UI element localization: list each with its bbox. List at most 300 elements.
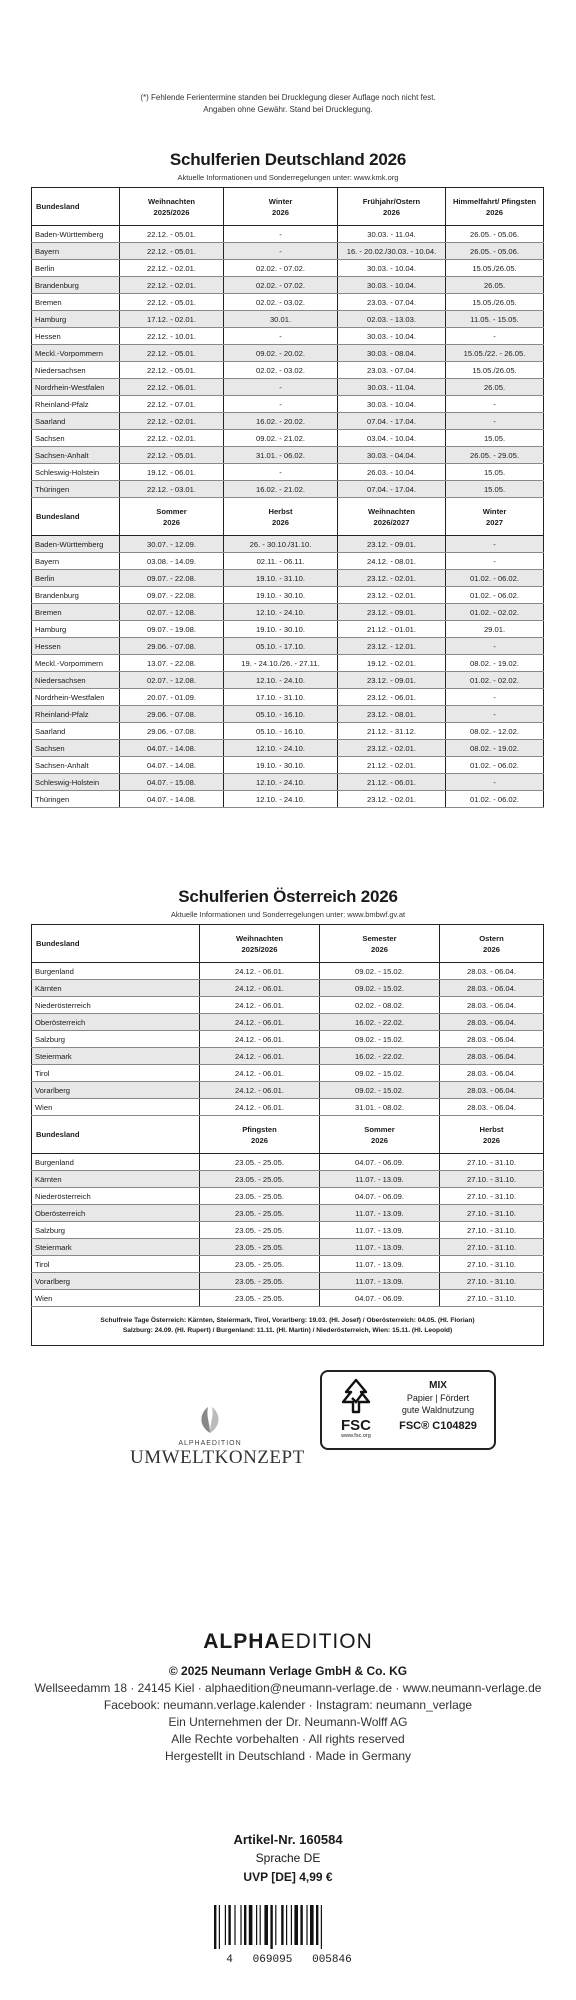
- column-header: Bundesland: [32, 498, 120, 536]
- state-name: Sachsen: [32, 430, 120, 447]
- holiday-dates: 23.12. - 09.01.: [338, 604, 446, 621]
- holiday-dates: 26. - 30.10./31.10.: [224, 536, 338, 553]
- holiday-dates: 02.07. - 12.08.: [120, 672, 224, 689]
- de-header-row-1: [32, 188, 544, 226]
- holiday-dates: 27.10. - 31.10.: [440, 1205, 544, 1222]
- holiday-dates: 12.10. - 24.10.: [224, 604, 338, 621]
- state-name: Schleswig-Holstein: [32, 774, 120, 791]
- table-row: [32, 604, 544, 621]
- holiday-dates: -: [224, 379, 338, 396]
- holiday-dates: 16. - 20.02./30.03. - 10.04.: [338, 243, 446, 260]
- holiday-dates: 02.02. - 03.02.: [224, 362, 338, 379]
- holiday-dates: 23.12. - 02.01.: [338, 587, 446, 604]
- holiday-dates: 27.10. - 31.10.: [440, 1222, 544, 1239]
- at-header-row-2: [32, 1116, 544, 1154]
- holiday-dates: 23.05. - 25.05.: [200, 1205, 320, 1222]
- barcode-bar: [281, 1905, 283, 1945]
- article-language: Sprache DE: [255, 1851, 321, 1865]
- state-name: Meckl.-Vorpommern: [32, 345, 120, 362]
- holiday-dates: 09.07. - 22.08.: [120, 587, 224, 604]
- copyright: © 2025 Neumann Verlage GmbH & Co. KG: [168, 1664, 408, 1678]
- barcode-bar: [249, 1905, 253, 1945]
- holiday-dates: 22.12. - 02.01.: [120, 413, 224, 430]
- state-name: Wien: [32, 1099, 200, 1116]
- holiday-dates: 22.12. - 05.01.: [120, 345, 224, 362]
- table-row: [32, 1239, 544, 1256]
- imprint: [0, 1663, 576, 1765]
- state-name: Thüringen: [32, 791, 120, 808]
- holiday-dates: 22.12. - 07.01.: [120, 396, 224, 413]
- de-header-row-2: [32, 498, 544, 536]
- holiday-dates: 17.12. - 02.01.: [120, 311, 224, 328]
- holiday-dates: 24.12. - 06.01.: [200, 1099, 320, 1116]
- barcode-bar: [270, 1905, 272, 1949]
- table-row: [32, 1014, 544, 1031]
- holiday-dates: 12.10. - 24.10.: [224, 740, 338, 757]
- state-name: Niederösterreich: [32, 1188, 200, 1205]
- holiday-dates: -: [446, 638, 544, 655]
- table-row: [32, 362, 544, 379]
- holiday-dates: 11.07. - 13.09.: [320, 1239, 440, 1256]
- holiday-dates: 23.12. - 09.01.: [338, 672, 446, 689]
- table-row: [32, 226, 544, 243]
- holiday-dates: 09.02. - 15.02.: [320, 1031, 440, 1048]
- holiday-dates: 12.10. - 24.10.: [224, 672, 338, 689]
- state-name: Oberösterreich: [32, 1205, 200, 1222]
- holiday-dates: 09.07. - 22.08.: [120, 570, 224, 587]
- state-name: Baden-Württemberg: [32, 226, 120, 243]
- holiday-dates: 23.05. - 25.05.: [200, 1256, 320, 1273]
- holiday-dates: 22.12. - 05.01.: [120, 294, 224, 311]
- holiday-dates: 28.03. - 06.04.: [440, 1031, 544, 1048]
- at-footnote: [32, 1307, 544, 1346]
- holiday-dates: 23.12. - 12.01.: [338, 638, 446, 655]
- fsc-url: www.fsc.org: [341, 1433, 371, 1439]
- imprint-company: Ein Unternehmen der Dr. Neumann-Wolff AG: [168, 1715, 408, 1729]
- holiday-dates: 11.05. - 15.05.: [446, 311, 544, 328]
- at-holiday-table: [31, 924, 544, 1346]
- holiday-dates: 22.12. - 02.01.: [120, 277, 224, 294]
- holiday-dates: 11.07. - 13.09.: [320, 1222, 440, 1239]
- holiday-dates: 02.07. - 12.08.: [120, 604, 224, 621]
- holiday-dates: -: [446, 536, 544, 553]
- barcode-bar: [219, 1905, 220, 1949]
- holiday-dates: 11.07. - 13.09.: [320, 1205, 440, 1222]
- barcode-bar: [234, 1905, 235, 1945]
- imprint-rights: Alle Rechte vorbehalten · All rights reserved: [171, 1732, 405, 1746]
- holiday-dates: 12.10. - 24.10.: [224, 791, 338, 808]
- holiday-dates: 21.12. - 31.12.: [338, 723, 446, 740]
- table-row: [32, 413, 544, 430]
- state-name: Berlin: [32, 570, 120, 587]
- table-row: [32, 328, 544, 345]
- holiday-dates: 15.05./26.05.: [446, 362, 544, 379]
- holiday-dates: 31.01. - 06.02.: [224, 447, 338, 464]
- holiday-dates: 23.05. - 25.05.: [200, 1188, 320, 1205]
- table-row: [32, 1082, 544, 1099]
- holiday-dates: 02.02. - 03.02.: [224, 294, 338, 311]
- table-row: [32, 430, 544, 447]
- holiday-dates: 27.10. - 31.10.: [440, 1273, 544, 1290]
- holiday-dates: 08.02. - 12.02.: [446, 723, 544, 740]
- table-row: [32, 655, 544, 672]
- table-row: [32, 464, 544, 481]
- brand-bold: ALPHA: [203, 1630, 281, 1653]
- state-name: Burgenland: [32, 963, 200, 980]
- state-name: Salzburg: [32, 1222, 200, 1239]
- column-header: Bundesland: [32, 188, 120, 226]
- holiday-dates: 23.12. - 08.01.: [338, 706, 446, 723]
- holiday-dates: 04.07. - 06.09.: [320, 1154, 440, 1171]
- holiday-dates: 22.12. - 06.01.: [120, 379, 224, 396]
- column-header: Herbst 2026: [224, 498, 338, 536]
- holiday-dates: 02.11. - 06.11.: [224, 553, 338, 570]
- column-header: Bundesland: [32, 925, 200, 963]
- holiday-dates: 26.05.: [446, 379, 544, 396]
- holiday-dates: 16.02. - 22.02.: [320, 1014, 440, 1031]
- holiday-dates: 28.03. - 06.04.: [440, 997, 544, 1014]
- barcode-bar: [244, 1905, 246, 1945]
- holiday-dates: 28.03. - 06.04.: [440, 980, 544, 997]
- state-name: Tirol: [32, 1256, 200, 1273]
- barcode-bar: [214, 1905, 216, 1949]
- state-name: Bayern: [32, 243, 120, 260]
- state-name: Berlin: [32, 260, 120, 277]
- state-name: Niedersachsen: [32, 362, 120, 379]
- holiday-dates: 22.12. - 10.01.: [120, 328, 224, 345]
- column-header: Sommer 2026: [320, 1116, 440, 1154]
- holiday-dates: 01.02. - 06.02.: [446, 757, 544, 774]
- barcode-bar: [275, 1905, 276, 1945]
- table-row: [32, 774, 544, 791]
- umweltkonzept-logo: [130, 1405, 305, 1469]
- holiday-dates: 27.10. - 31.10.: [440, 1154, 544, 1171]
- holiday-dates: 09.02. - 15.02.: [320, 980, 440, 997]
- holiday-dates: 28.03. - 06.04.: [440, 1082, 544, 1099]
- barcode-bar: [256, 1905, 257, 1945]
- barcode: [212, 1905, 366, 1966]
- holiday-dates: 24.12. - 06.01.: [200, 1065, 320, 1082]
- state-name: Sachsen: [32, 740, 120, 757]
- table-row: [32, 963, 544, 980]
- holiday-dates: 30.03. - 10.04.: [338, 328, 446, 345]
- holiday-dates: 07.04. - 17.04.: [338, 413, 446, 430]
- holiday-dates: 19.10. - 30.10.: [224, 587, 338, 604]
- holiday-dates: 31.01. - 08.02.: [320, 1099, 440, 1116]
- holiday-dates: 21.12. - 06.01.: [338, 774, 446, 791]
- holiday-dates: 21.12. - 02.01.: [338, 757, 446, 774]
- holiday-dates: 21.12. - 01.01.: [338, 621, 446, 638]
- table-row: [32, 621, 544, 638]
- holiday-dates: 15.05.: [446, 430, 544, 447]
- holiday-dates: -: [446, 689, 544, 706]
- holiday-dates: 23.12. - 06.01.: [338, 689, 446, 706]
- state-name: Schleswig-Holstein: [32, 464, 120, 481]
- barcode-bar: [228, 1905, 230, 1945]
- fsc-label: [320, 1370, 496, 1450]
- holiday-dates: 24.12. - 06.01.: [200, 1014, 320, 1031]
- column-header: Sommer 2026: [120, 498, 224, 536]
- state-name: Burgenland: [32, 1154, 200, 1171]
- holiday-dates: 12.10. - 24.10.: [224, 774, 338, 791]
- holiday-dates: 27.10. - 31.10.: [440, 1239, 544, 1256]
- at-header-row-1: [32, 925, 544, 963]
- holiday-dates: 30.03. - 10.04.: [338, 396, 446, 413]
- holiday-dates: 27.10. - 31.10.: [440, 1171, 544, 1188]
- state-name: Nordrhein-Westfalen: [32, 689, 120, 706]
- state-name: Oberösterreich: [32, 1014, 200, 1031]
- holiday-dates: 04.07. - 14.08.: [120, 757, 224, 774]
- table-row: [32, 672, 544, 689]
- column-header: Himmelfahrt/ Pfingsten 2026: [446, 188, 544, 226]
- at-footnote-line-1: Schulfreie Tage Österreich: Kärnten, Steiermark, Tirol, Vorarlberg: 19.03. (Hl. Josef) / Oberösterreich: 04.05. (Hl. Florian): [100, 1317, 475, 1324]
- holiday-dates: 02.03. - 13.03.: [338, 311, 446, 328]
- fsc-logo-text: FSC: [341, 1417, 371, 1434]
- column-header: Weihnachten 2025/2026: [120, 188, 224, 226]
- holiday-dates: 07.04. - 17.04.: [338, 481, 446, 498]
- holiday-dates: 01.02. - 06.02.: [446, 791, 544, 808]
- holiday-dates: 19.10. - 31.10.: [224, 570, 338, 587]
- holiday-dates: 29.06. - 07.08.: [120, 723, 224, 740]
- holiday-dates: 22.12. - 02.01.: [120, 260, 224, 277]
- state-name: Sachsen-Anhalt: [32, 447, 120, 464]
- holiday-dates: 29.06. - 07.08.: [120, 638, 224, 655]
- holiday-dates: 09.02. - 15.02.: [320, 1082, 440, 1099]
- column-header: Weihnachten 2026/2027: [338, 498, 446, 536]
- barcode-bar: [264, 1905, 268, 1945]
- holiday-dates: -: [446, 396, 544, 413]
- holiday-dates: 04.07. - 06.09.: [320, 1290, 440, 1307]
- holiday-dates: -: [446, 413, 544, 430]
- de-subtitle: Aktuelle Informationen und Sonderregelungen unter: www.kmk.org: [177, 173, 399, 182]
- table-row: [32, 997, 544, 1014]
- barcode-bar: [225, 1905, 226, 1945]
- imprint-social: Facebook: neumann.verlage.kalender · Instagram: neumann_verlage: [103, 1698, 473, 1712]
- table-row: [32, 740, 544, 757]
- fsc-line-2: gute Waldnutzung: [401, 1405, 475, 1415]
- table-row: [32, 447, 544, 464]
- holiday-dates: 24.12. - 06.01.: [200, 1048, 320, 1065]
- state-name: Brandenburg: [32, 277, 120, 294]
- table-row: [32, 311, 544, 328]
- holiday-dates: 23.03. - 07.04.: [338, 362, 446, 379]
- state-name: Meckl.-Vorpommern: [32, 655, 120, 672]
- barcode-digits: 4 069095 005846: [226, 1954, 352, 1966]
- barcode-bar: [240, 1905, 241, 1945]
- holiday-dates: 05.10. - 16.10.: [224, 706, 338, 723]
- holiday-dates: 26.03. - 10.04.: [338, 464, 446, 481]
- holiday-dates: 23.12. - 02.01.: [338, 791, 446, 808]
- holiday-dates: -: [224, 328, 338, 345]
- table-row: [32, 536, 544, 553]
- table-row: [32, 791, 544, 808]
- holiday-dates: 26.05. - 05.06.: [446, 226, 544, 243]
- table-row: [32, 689, 544, 706]
- fsc-tree-icon: [336, 1378, 376, 1414]
- table-row: [32, 260, 544, 277]
- holiday-dates: 03.04. - 10.04.: [338, 430, 446, 447]
- state-name: Niedersachsen: [32, 672, 120, 689]
- holiday-dates: 24.12. - 08.01.: [338, 553, 446, 570]
- holiday-dates: 01.02. - 02.02.: [446, 672, 544, 689]
- imprint-address: Wellseedamm 18 · 24145 Kiel · alphaedition@neumann-verlage.de · www.neumann-verlage.de: [34, 1681, 542, 1695]
- state-name: Tirol: [32, 1065, 200, 1082]
- holiday-dates: 23.05. - 25.05.: [200, 1171, 320, 1188]
- de-title: Schulferien Deutschland 2026: [169, 150, 407, 169]
- state-name: Bremen: [32, 604, 120, 621]
- at-subtitle: Aktuelle Informationen und Sonderregelungen unter: www.bmbwf.gv.at: [170, 910, 406, 919]
- article-number: Artikel-Nr. 160584: [233, 1832, 343, 1847]
- state-name: Vorarlberg: [32, 1273, 200, 1290]
- holiday-dates: 23.05. - 25.05.: [200, 1290, 320, 1307]
- holiday-dates: 19.12. - 06.01.: [120, 464, 224, 481]
- table-row: [32, 379, 544, 396]
- holiday-dates: 23.05. - 25.05.: [200, 1222, 320, 1239]
- holiday-dates: -: [224, 226, 338, 243]
- state-name: Hamburg: [32, 621, 120, 638]
- holiday-dates: 23.12. - 02.01.: [338, 570, 446, 587]
- holiday-dates: 28.03. - 06.04.: [440, 1014, 544, 1031]
- holiday-dates: 23.05. - 25.05.: [200, 1273, 320, 1290]
- holiday-dates: 22.12. - 02.01.: [120, 430, 224, 447]
- column-header: Frühjahr/Ostern 2026: [338, 188, 446, 226]
- brand-light: EDITION: [280, 1630, 373, 1653]
- state-name: Saarland: [32, 723, 120, 740]
- printing-note: [0, 92, 576, 116]
- holiday-dates: 22.12. - 05.01.: [120, 447, 224, 464]
- holiday-dates: 23.05. - 25.05.: [200, 1154, 320, 1171]
- table-row: [32, 1048, 544, 1065]
- table-row: [32, 1205, 544, 1222]
- holiday-dates: 11.07. - 13.09.: [320, 1171, 440, 1188]
- holiday-dates: 11.07. - 13.09.: [320, 1273, 440, 1290]
- state-name: Brandenburg: [32, 587, 120, 604]
- holiday-dates: 02.02. - 07.02.: [224, 260, 338, 277]
- holiday-dates: 15.05./22. - 26.05.: [446, 345, 544, 362]
- holiday-dates: 04.07. - 14.08.: [120, 791, 224, 808]
- barcode-bar: [310, 1905, 314, 1945]
- state-name: Steiermark: [32, 1048, 200, 1065]
- column-header: Winter 2027: [446, 498, 544, 536]
- at-footnote-line-2: Salzburg: 24.09. (Hl. Rupert) / Burgenland: 11.11. (Hl. Martin) / Niederösterreich, Wien: 15.11. (Hl. Leopold): [122, 1327, 453, 1334]
- state-name: Steiermark: [32, 1239, 200, 1256]
- holiday-dates: 15.05.: [446, 481, 544, 498]
- holiday-dates: 15.05.: [446, 464, 544, 481]
- table-row: [32, 1256, 544, 1273]
- holiday-dates: 09.02. - 20.02.: [224, 345, 338, 362]
- barcode-bar: [291, 1905, 292, 1945]
- holiday-dates: 30.07. - 12.09.: [120, 536, 224, 553]
- state-name: Salzburg: [32, 1031, 200, 1048]
- holiday-dates: 22.12. - 03.01.: [120, 481, 224, 498]
- holiday-dates: 30.03. - 04.04.: [338, 447, 446, 464]
- table-row: [32, 570, 544, 587]
- holiday-dates: 29.06. - 07.08.: [120, 706, 224, 723]
- alphaedition-logo: [0, 1630, 576, 1654]
- holiday-dates: -: [446, 774, 544, 791]
- holiday-dates: 09.02. - 21.02.: [224, 430, 338, 447]
- barcode-bar: [321, 1905, 322, 1949]
- column-header: Herbst 2026: [440, 1116, 544, 1154]
- holiday-dates: 27.10. - 31.10.: [440, 1256, 544, 1273]
- holiday-dates: 22.12. - 05.01.: [120, 243, 224, 260]
- holiday-dates: 24.12. - 06.01.: [200, 997, 320, 1014]
- table-row: [32, 1290, 544, 1307]
- table-row: [32, 1188, 544, 1205]
- holiday-dates: 29.01.: [446, 621, 544, 638]
- fsc-code: FSC® C104829: [399, 1420, 477, 1432]
- holiday-dates: -: [446, 553, 544, 570]
- holiday-dates: 11.07. - 13.09.: [320, 1256, 440, 1273]
- article-info: [0, 1830, 576, 1887]
- state-name: Bremen: [32, 294, 120, 311]
- table-row: [32, 553, 544, 570]
- holiday-dates: 19.10. - 30.10.: [224, 621, 338, 638]
- holiday-dates: 09.02. - 15.02.: [320, 963, 440, 980]
- holiday-dates: 24.12. - 06.01.: [200, 980, 320, 997]
- holiday-dates: 01.02. - 06.02.: [446, 570, 544, 587]
- eco-small-text: ALPHAEDITION: [178, 1440, 242, 1447]
- table-row: [32, 1273, 544, 1290]
- de-holiday-table: [31, 187, 544, 808]
- holiday-dates: 26.05. - 05.06.: [446, 243, 544, 260]
- holiday-dates: 24.12. - 06.01.: [200, 963, 320, 980]
- table-row: [32, 723, 544, 740]
- column-header: Pfingsten 2026: [200, 1116, 320, 1154]
- holiday-dates: 19.10. - 30.10.: [224, 757, 338, 774]
- holiday-dates: 05.10. - 17.10.: [224, 638, 338, 655]
- holiday-dates: 22.12. - 05.01.: [120, 362, 224, 379]
- holiday-dates: 30.03. - 11.04.: [338, 226, 446, 243]
- holiday-dates: 04.07. - 14.08.: [120, 740, 224, 757]
- fsc-mix: MIX: [429, 1380, 447, 1391]
- state-name: Bayern: [32, 553, 120, 570]
- holiday-dates: 22.12. - 05.01.: [120, 226, 224, 243]
- table-row: [32, 1222, 544, 1239]
- state-name: Hessen: [32, 328, 120, 345]
- barcode-bar: [294, 1905, 298, 1945]
- column-header: Semester 2026: [320, 925, 440, 963]
- state-name: Hessen: [32, 638, 120, 655]
- state-name: Sachsen-Anhalt: [32, 757, 120, 774]
- holiday-dates: -: [224, 243, 338, 260]
- note-line-1: (*) Fehlende Ferientermine standen bei Drucklegung dieser Auflage noch nicht fest.: [140, 93, 436, 102]
- holiday-dates: 23.12. - 02.01.: [338, 740, 446, 757]
- table-row: [32, 1171, 544, 1188]
- holiday-dates: 30.03. - 10.04.: [338, 277, 446, 294]
- holiday-dates: 16.02. - 21.02.: [224, 481, 338, 498]
- table-row: [32, 1099, 544, 1116]
- state-name: Saarland: [32, 413, 120, 430]
- holiday-dates: 08.02. - 19.02.: [446, 655, 544, 672]
- state-name: Thüringen: [32, 481, 120, 498]
- holiday-dates: -: [224, 464, 338, 481]
- holiday-dates: 19.12. - 02.01.: [338, 655, 446, 672]
- holiday-dates: 01.02. - 02.02.: [446, 604, 544, 621]
- column-header: Ostern 2026: [440, 925, 544, 963]
- holiday-dates: 09.02. - 15.02.: [320, 1065, 440, 1082]
- state-name: Wien: [32, 1290, 200, 1307]
- column-header: Winter 2026: [224, 188, 338, 226]
- holiday-dates: 24.12. - 06.01.: [200, 1082, 320, 1099]
- table-row: [32, 1065, 544, 1082]
- holiday-dates: 02.02. - 07.02.: [224, 277, 338, 294]
- holiday-dates: 28.03. - 06.04.: [440, 963, 544, 980]
- table-row: [32, 587, 544, 604]
- holiday-dates: 28.03. - 06.04.: [440, 1099, 544, 1116]
- barcode-bar: [306, 1905, 307, 1945]
- holiday-dates: 16.02. - 20.02.: [224, 413, 338, 430]
